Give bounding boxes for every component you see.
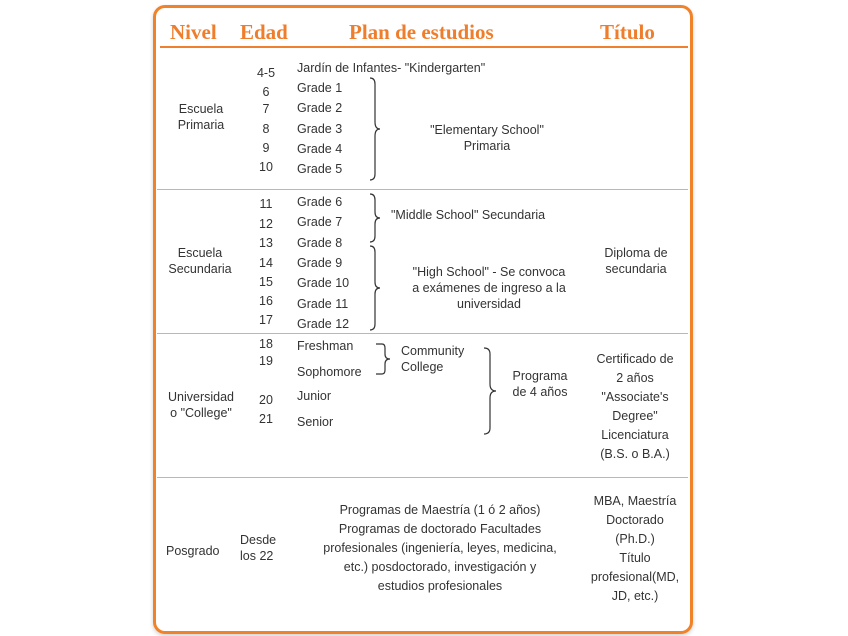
header-plan: Plan de estudios (349, 20, 494, 44)
brace-middle-school-icon (366, 192, 386, 244)
community-college-label: Community College (401, 344, 465, 374)
age-9: 9 (262, 141, 270, 155)
header-edad: Edad (240, 20, 288, 44)
nivel-primaria: Escuela Primaria (177, 102, 225, 132)
brace-high-school-icon (366, 244, 386, 332)
year-junior: Junior (297, 389, 332, 403)
grade-8: Grade 8 (297, 236, 343, 250)
age-17: 17 (259, 313, 273, 327)
high-school-label: "High School" - Se convoca a exámenes de ingreso a la universidad (412, 265, 566, 311)
year-senior: Senior (297, 415, 334, 429)
header-titulo: Título (600, 20, 655, 44)
titulo-secundaria: Diploma de secundaria (604, 246, 668, 276)
grade-7: Grade 7 (297, 215, 343, 229)
year-sophomore: Sophomore (297, 365, 362, 379)
age-14: 14 (259, 256, 273, 270)
nivel-posgrado: Posgrado (166, 544, 220, 558)
brace-elementary-icon (366, 76, 386, 182)
grade-1: Grade 1 (297, 81, 343, 95)
age-18: 18 (259, 337, 273, 351)
nivel-secundaria: Escuela Secundaria (168, 246, 232, 276)
grade-3: Grade 3 (297, 122, 343, 136)
grade-12: Grade 12 (297, 317, 350, 331)
middle-school-label: "Middle School" Secundaria (391, 208, 546, 222)
age-10: 10 (259, 160, 273, 174)
age-13: 13 (259, 236, 273, 250)
header-underline (160, 46, 688, 48)
age-4-5: 4-5 (256, 66, 276, 80)
grade-4: Grade 4 (297, 142, 343, 156)
header-nivel: Nivel (170, 20, 217, 44)
separator-secundaria (157, 333, 688, 334)
programa-4-anos-label: Programa de 4 años (512, 369, 568, 399)
edad-posgrado: Desde los 22 (240, 533, 277, 563)
grade-9: Grade 9 (297, 256, 343, 270)
grade-6: Grade 6 (297, 195, 343, 209)
grade-2: Grade 2 (297, 101, 343, 115)
elementary-label: "Elementary School" Primaria (430, 123, 544, 153)
separator-primaria (157, 189, 688, 190)
age-12: 12 (259, 217, 273, 231)
year-freshman: Freshman (297, 339, 354, 353)
plan-posgrado: Programas de Maestría (1 ó 2 años) Programas de doctorado Facultades profesionales (ingeniería, leyes, medicina, etc.) posdoctorado, investigación y estudios profesionales (323, 503, 557, 593)
brace-four-year-icon (480, 346, 502, 436)
age-20: 20 (259, 393, 273, 407)
brace-community-college-icon (374, 340, 396, 380)
age-6: 6 (262, 85, 270, 99)
age-8: 8 (262, 122, 270, 136)
kindergarten-label: Jardín de Infantes- "Kindergarten" (297, 61, 486, 75)
age-21: 21 (259, 412, 273, 426)
grade-11: Grade 11 (297, 297, 349, 311)
separator-universidad (157, 477, 688, 478)
age-7: 7 (262, 102, 270, 116)
nivel-universidad: Universidad o "College" (167, 390, 234, 420)
grade-5: Grade 5 (297, 162, 343, 176)
age-16: 16 (259, 294, 273, 308)
age-15: 15 (259, 275, 273, 289)
grade-10: Grade 10 (297, 276, 350, 290)
titulo-posgrado: MBA, Maestría Doctorado (Ph.D.) Título profesional(MD, JD, etc.) (590, 494, 680, 603)
age-11: 11 (259, 197, 273, 211)
titulo-universidad: Certificado de 2 años "Associate's Degree" Licenciatura (B.S. o B.A.) (596, 352, 674, 461)
age-19: 19 (259, 354, 273, 368)
